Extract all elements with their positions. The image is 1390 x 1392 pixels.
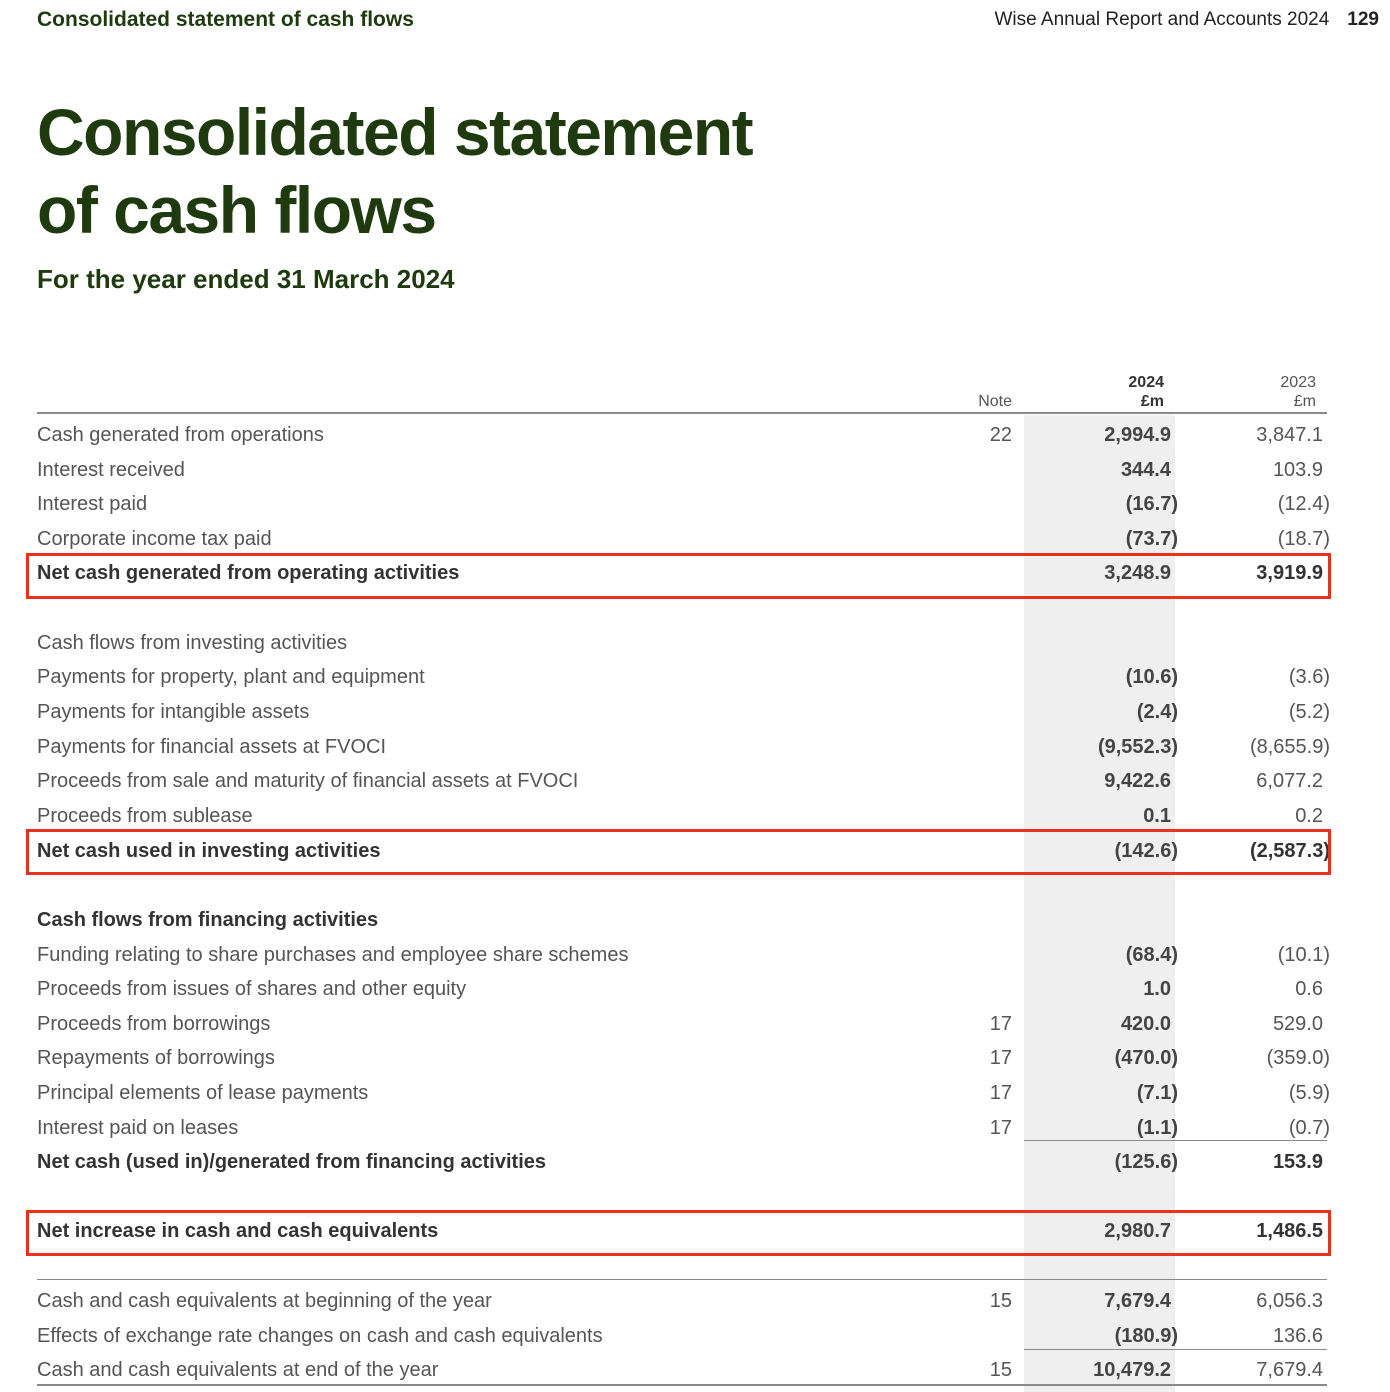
highlight-box-investing (26, 829, 1331, 875)
row-value-2024: 344.4 (1120, 459, 1171, 481)
row-label: Net cash used in investing activities (37, 840, 381, 862)
row-value-2024: (470.0) (1114, 1047, 1178, 1069)
row-value-2023: 3,919.9 (1256, 562, 1323, 584)
table-row (37, 1078, 1337, 1108)
row-label: Principal elements of lease payments (37, 1082, 369, 1104)
table-row (37, 1321, 1337, 1351)
header-report-info (994, 9, 1379, 31)
row-label: Effects of exchange rate changes on cash and cash equivalents (37, 1325, 603, 1347)
highlight-box-operating (26, 553, 1331, 599)
row-value-2023: (3.6) (1288, 666, 1330, 688)
row-value-2024: (16.7) (1125, 493, 1178, 515)
row-label: Payments for financial assets at FVOCI (37, 736, 387, 758)
row-value-2024: (1.1) (1136, 1117, 1178, 1139)
row-label: Repayments of borrowings (37, 1047, 275, 1069)
table-row (37, 662, 1337, 692)
table-row (37, 455, 1337, 485)
row-label: Cash flows from investing activities (37, 632, 348, 654)
highlight-box-net-increase (26, 1210, 1331, 1256)
row-label: Net increase in cash and cash equivalents (37, 1220, 439, 1242)
row-value-2024: 2,994.9 (1104, 424, 1171, 446)
section-rule (37, 1279, 1327, 1280)
table-row (37, 697, 1337, 727)
row-value-2024: 3,248.9 (1104, 562, 1171, 584)
row-value-2023: 0.2 (1295, 805, 1323, 827)
table-row (37, 1113, 1337, 1143)
row-note: 17 (989, 1013, 1012, 1035)
row-value-2024: (125.6) (1114, 1151, 1178, 1173)
row-value-2024: 420.0 (1120, 1013, 1171, 1035)
row-value-2023: 6,077.2 (1256, 770, 1323, 792)
year-2023-unit: £m (1293, 393, 1316, 410)
row-value-2023: 136.6 (1272, 1325, 1323, 1347)
row-value-2023: (359.0) (1266, 1047, 1330, 1069)
header-section-title: Consolidated statement of cash flows (37, 8, 414, 31)
row-label: Proceeds from borrowings (37, 1013, 271, 1035)
row-note: 17 (989, 1047, 1012, 1069)
table-row (37, 1355, 1337, 1385)
table-row (37, 732, 1337, 762)
row-label: Proceeds from sale and maturity of financial assets at FVOCI (37, 770, 579, 792)
table-row (37, 628, 1337, 658)
closing-total-rule (37, 1384, 1327, 1386)
row-label: Interest paid (37, 493, 148, 515)
row-value-2024: (180.9) (1114, 1325, 1178, 1347)
year-2024-column-header (1040, 373, 1164, 411)
row-value-2024: (9,552.3) (1097, 736, 1178, 758)
row-value-2024: 9,422.6 (1104, 770, 1171, 792)
row-value-2023: 3,847.1 (1256, 424, 1323, 446)
row-value-2023: 103.9 (1272, 459, 1323, 481)
row-label: Cash generated from operations (37, 424, 324, 446)
row-note: 15 (989, 1290, 1012, 1312)
row-value-2024: (68.4) (1125, 944, 1178, 966)
row-value-2023: (18.7) (1277, 528, 1330, 550)
row-value-2024: (7.1) (1136, 1082, 1178, 1104)
row-note: 17 (989, 1117, 1012, 1139)
row-label: Cash and cash equivalents at end of the year (37, 1359, 439, 1381)
row-value-2024: (142.6) (1114, 840, 1178, 862)
row-label: Cash flows from financing activities (37, 909, 379, 931)
row-label: Net cash (used in)/generated from financing activities (37, 1151, 547, 1173)
row-label: Payments for intangible assets (37, 701, 310, 723)
row-value-2023: 1,486.5 (1256, 1220, 1323, 1242)
page-number: 129 (1347, 9, 1379, 30)
table-row (37, 1043, 1337, 1073)
year-2023-column-header (1200, 373, 1316, 411)
row-label: Interest paid on leases (37, 1117, 239, 1139)
row-value-2023: (0.7) (1288, 1117, 1330, 1139)
table-row (37, 420, 1337, 450)
header-rule (37, 412, 1327, 414)
row-value-2023: (5.2) (1288, 701, 1330, 723)
page-subtitle: For the year ended 31 March 2024 (37, 264, 455, 294)
table-row (37, 1009, 1337, 1039)
title-line-1: Consolidated statement (37, 95, 753, 169)
year-2024-label: 2024 (1128, 374, 1164, 391)
row-value-2024: 0.1 (1143, 805, 1171, 827)
title-line-2: of cash flows (37, 173, 436, 247)
row-label: Proceeds from sublease (37, 805, 253, 827)
table-row (37, 940, 1337, 970)
row-value-2023: (12.4) (1277, 493, 1330, 515)
row-label: Interest received (37, 459, 185, 481)
row-value-2024: 7,679.4 (1104, 1290, 1171, 1312)
row-label: Funding relating to share purchases and employee share schemes (37, 944, 629, 966)
row-value-2023: (8,655.9) (1249, 736, 1330, 758)
row-label: Payments for property, plant and equipment (37, 666, 425, 688)
row-value-2023: 0.6 (1295, 978, 1323, 1000)
note-column-header: Note (978, 393, 1012, 410)
row-value-2024: 1.0 (1143, 978, 1171, 1000)
row-label: Net cash generated from operating activities (37, 562, 460, 584)
row-note: 17 (989, 1082, 1012, 1104)
row-value-2023: 7,679.4 (1256, 1359, 1323, 1381)
row-value-2023: 529.0 (1272, 1013, 1323, 1035)
closing-subtotal-rule (1024, 1349, 1327, 1350)
row-value-2023: 153.9 (1272, 1151, 1323, 1173)
row-value-2024: (73.7) (1125, 528, 1178, 550)
table-row (37, 489, 1337, 519)
row-label: Cash and cash equivalents at beginning of the year (37, 1290, 492, 1312)
row-value-2023: 6,056.3 (1256, 1290, 1323, 1312)
row-value-2023: (2,587.3) (1249, 840, 1330, 862)
year-2023-label: 2023 (1280, 374, 1316, 391)
row-value-2023: (5.9) (1288, 1082, 1330, 1104)
row-label: Corporate income tax paid (37, 528, 272, 550)
row-note: 15 (989, 1359, 1012, 1381)
table-row (37, 974, 1337, 1004)
row-value-2024: (10.6) (1125, 666, 1178, 688)
table-row (37, 905, 1337, 935)
table-row (37, 1147, 1337, 1177)
row-value-2024: (2.4) (1136, 701, 1178, 723)
report-name: Wise Annual Report and Accounts 2024 (994, 9, 1330, 30)
table-row (37, 1286, 1337, 1316)
year-2024-unit: £m (1140, 393, 1164, 410)
table-row (37, 801, 1337, 831)
table-row (37, 524, 1337, 554)
row-value-2024: 2,980.7 (1104, 1220, 1171, 1242)
page-title (37, 93, 752, 249)
financing-subtotal-rule (1024, 1140, 1327, 1141)
row-note: 22 (989, 424, 1012, 446)
row-value-2023: (10.1) (1277, 944, 1330, 966)
row-value-2024: 10,479.2 (1093, 1359, 1171, 1381)
table-row (37, 766, 1337, 796)
row-label: Proceeds from issues of shares and other equity (37, 978, 467, 1000)
